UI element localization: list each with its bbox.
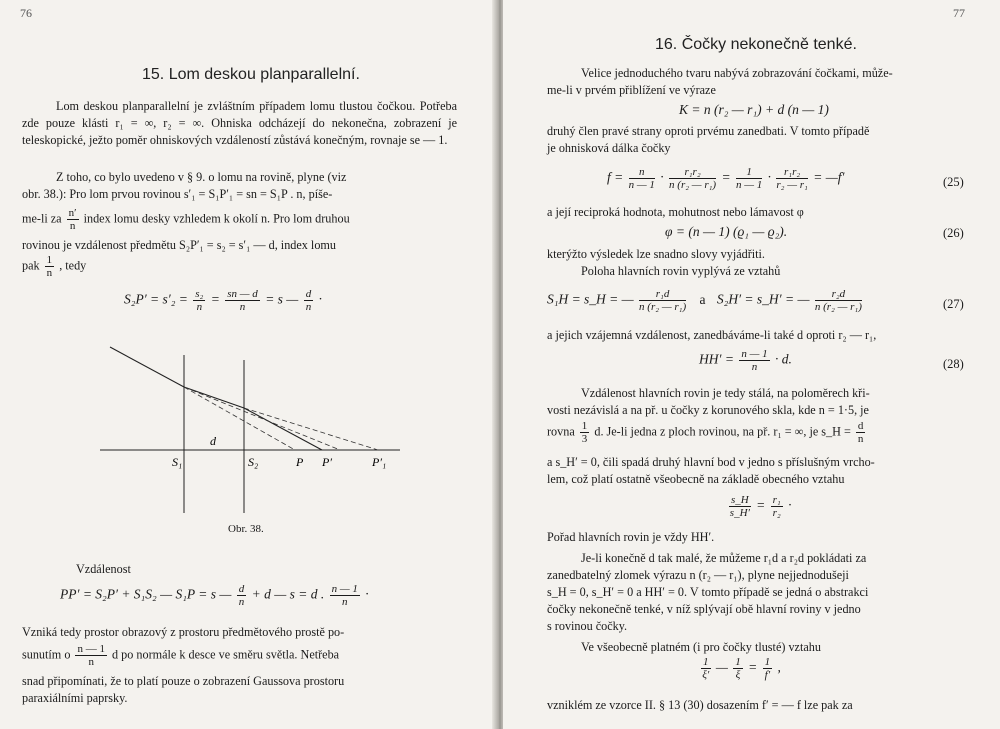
- emergent-ray: [244, 408, 322, 450]
- text-line: Z toho, co bylo uvedeno v § 9. o lomu na rovině, plyne (viz: [56, 170, 347, 184]
- section-title: 15. Lom deskou planparallelní.: [142, 66, 360, 83]
- equation: S₂P′ = s′₂ = $\frac{\text{s₂}}{n}$ = $\frac{sn — d}{n}$ = s — $\frac{d}{n}$ ·: [124, 288, 322, 313]
- dashed-ray-pprime: [184, 387, 340, 450]
- text-line: druhý člen pravé strany oproti prvému zanedbati. V tomto případě: [547, 124, 870, 138]
- text-line: Vzdálenost: [76, 562, 131, 576]
- refracted-ray: [184, 387, 244, 408]
- text-line: Vzdálenost hlavních rovin je tedy stálá, na poloměrech kři-: [581, 386, 870, 400]
- label-s1: S₁: [172, 455, 183, 469]
- text-line: lem, což platí ostatně všeobecně na základě obecného vztahu: [547, 472, 845, 486]
- figure-caption: Obr. 38.: [228, 523, 264, 535]
- text-line: Velice jednoduchého tvaru nabývá zobrazování čočkami, může-: [581, 66, 893, 80]
- text-line: me-li v prvém přiblížení ve výraze: [547, 83, 716, 97]
- label-p: P: [296, 455, 304, 469]
- equation-28: HH′ = $\frac{n — 1}{n}$ · d.: [699, 348, 792, 373]
- equation: PP′ = S₂P′ + S₁S₂ — S₁P = s — $\frac{d}{n}$ + d — s = d . $\frac{n — 1}{n}$ ·: [60, 583, 369, 608]
- text-line: rovinou je vzdálenost předmětu S₂P′₁ = s₂ = s′₁ — d, index lomu: [22, 238, 336, 252]
- right-page: [503, 0, 1000, 729]
- equation-number: (26): [943, 226, 964, 240]
- paragraph: Lom deskou planparallelní je zvláštním případem lomu tlustou čočkou. Potřeba zde pouze klásti r₁ = ∞, r₂ = ∞. Ohniska odcházejí do nekonečna, zobrazení je teleskopické, ježto poměr ohniskových vzdáleností zůstává konečným, rovnaje se — 1.: [22, 99, 457, 147]
- text-line: a její reciproká hodnota, mohutnost nebo lámavost φ: [547, 205, 804, 219]
- figure-38: [100, 335, 410, 515]
- equation-last: $\frac{1}{\xi'}$ — $\frac{1}{\xi}$ = $\frac{1}{f'}$ ,: [702, 656, 781, 681]
- text-line: vzniklém ze vzorce II. § 13 (30) dosazením f′ = — f lze pak za: [547, 698, 853, 712]
- text-line: Je-li konečně d tak malé, že můžeme r₁d a r₂d pokládati za: [581, 551, 867, 565]
- page-number: 77: [953, 6, 965, 20]
- equation-k: K = n (r₂ — r₁) + d (n — 1): [679, 102, 829, 117]
- equation-ratio: $\frac{s\_H}{s\_H'}$ = $\frac{\text{r₁}}{\text{r₂}}$ ·: [729, 494, 792, 519]
- equation-27: S₁H = s_H = — $\frac{\text{r₁d}}{\text{n (r₂ — r₁)}}$ a S₂H′ = s_H′ = — $\frac{\text{r₂d}}{\text{n (r₂ — r₁)}}$: [547, 288, 862, 313]
- text-line: s rovinou čočky.: [547, 619, 628, 633]
- text-line: a s_H′ = 0, čili spadá druhý hlavní bod v jedno s příslušným vrcho-: [547, 455, 875, 469]
- text-line: obr. 38.): Pro lom prvou rovinou s′₁ = S₁P′₁ = sn = S₁P . n, píše-: [22, 187, 333, 201]
- text-line: kterýžto výsledek lze snadno slovy vyjádřiti.: [547, 247, 765, 261]
- page-number: 76: [20, 6, 32, 20]
- equation-number: (27): [943, 297, 964, 311]
- text-line: sunutím o $\frac{n — 1}{n}$ d po normále k desce ve směru světla. Netřeba: [22, 643, 340, 668]
- text-line: čočky nekonečně tenké, v níž splývají obě hlavní roviny v jedno: [547, 602, 861, 616]
- fraction: $\frac{1}{n}$: [46, 254, 53, 279]
- equation-25: f = $\frac{n}{n — 1}$ · $\frac{\text{r₁r₂}}{\text{n (r₂ — r₁)}}$ = $\frac{1}{n — 1}$ · $\frac{\text{r₁r₂}}{\text{r₂ — r₁}}$ = —f′: [607, 166, 845, 191]
- incident-ray: [110, 347, 184, 387]
- equation-number: (25): [943, 175, 964, 189]
- text-line: snad připomínati, že to platí pouze o zobrazení Gaussova prostoru: [22, 674, 345, 688]
- text-line: pak $\frac{1}{n}$ , tedy: [22, 254, 87, 279]
- text-line: a jejich vzájemná vzdálenost, zanedbáváme-li také d oproti r₂ — r₁,: [547, 328, 877, 342]
- label-s2: S₂: [248, 455, 259, 469]
- text-line: je ohnisková dálka čočky: [547, 141, 671, 155]
- label-p-prime: P′: [322, 455, 332, 469]
- text-line: s_H = 0, s_H′ = 0 a HH′ = 0. V tomto případě se jedná o abstrakci: [547, 585, 869, 599]
- label-p1-prime: P′₁: [372, 455, 387, 469]
- text-line: Pořad hlavních rovin je vždy HH′.: [547, 530, 715, 544]
- equation-number: (28): [943, 357, 964, 371]
- text-line: zanedbatelný zlomek výrazu n (r₂ — r₁), plyne nejjednodušeji: [547, 568, 849, 582]
- text-line: Vzniká tedy prostor obrazový z prostoru předmětového prostě po-: [22, 625, 345, 639]
- text-line: paraxiálními paprsky.: [22, 691, 128, 705]
- text-line: rovna $\frac{1}{3}$ d. Je-li jedna z ploch rovinou, na př. r₁ = ∞, je s_H = $\frac{d}{n}$: [547, 420, 864, 445]
- text-line: Poloha hlavních rovin vyplývá ze vztahů: [581, 264, 781, 278]
- equation-26: φ = (n — 1) (ϱ₁ — ϱ₂).: [665, 224, 788, 239]
- label-d: d: [210, 434, 216, 448]
- fraction: $\frac{n'}{n}$: [68, 207, 77, 232]
- text-line: Ve všeobecně platném (i pro čočky tlusté) vztahu: [581, 640, 821, 654]
- left-page: [0, 0, 497, 729]
- text-line: me-li za $\frac{n'}{n}$ index lomu desky vzhledem k okolí n. Pro lom druhou: [22, 207, 350, 232]
- text-line: vosti nezávislá a na př. u čočky z korunového skla, kde n = 1·5, je: [547, 403, 869, 417]
- section-title: 16. Čočky nekonečně tenké.: [655, 36, 857, 53]
